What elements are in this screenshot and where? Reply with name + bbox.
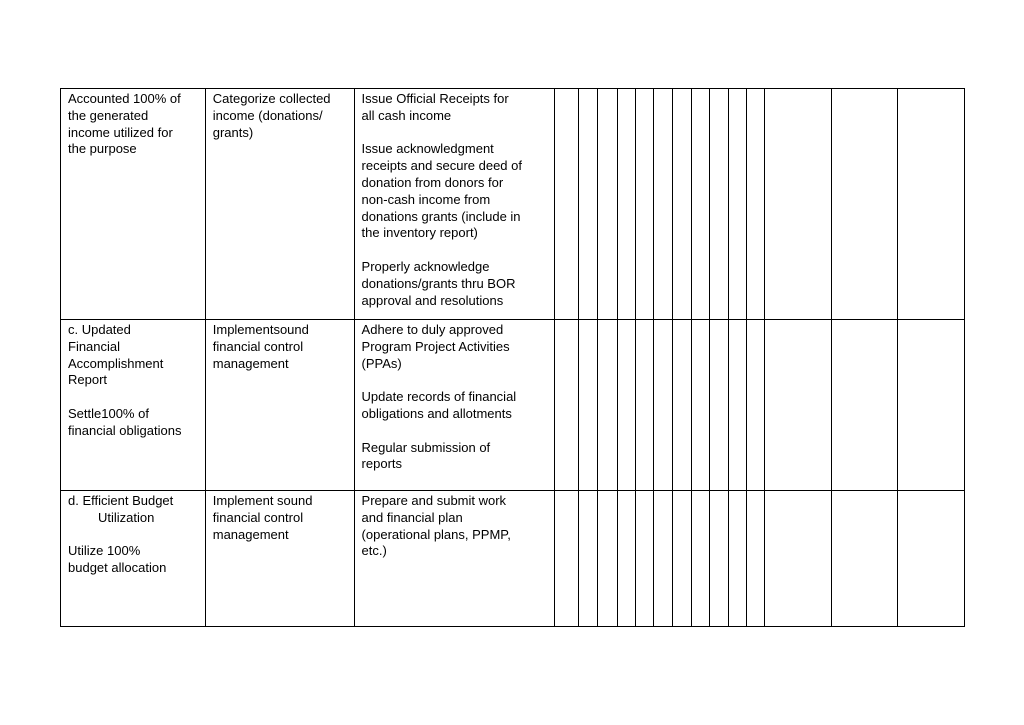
empty-cell (709, 89, 728, 320)
empty-cell (765, 320, 832, 491)
strategy-text: Categorize collected income (donations/ grants) (212, 91, 331, 140)
success-indicator-text: c. Updated Financial Accomplishment Report (68, 322, 164, 388)
empty-cell (654, 89, 673, 320)
empty-cell (765, 89, 832, 320)
empty-cell (579, 491, 598, 627)
empty-cell (832, 491, 898, 627)
empty-cell (598, 491, 617, 627)
activity-text: Adhere to duly approved Program Project Activities (PPAs) (361, 322, 510, 371)
empty-cell (635, 89, 653, 320)
activities-cell (354, 320, 554, 491)
empty-cell (598, 320, 617, 491)
success-indicator-text: Settle100% of financial obligations (68, 405, 182, 438)
success-indicator-cell (61, 320, 206, 491)
success-indicator-cell (61, 89, 206, 320)
activities-cell (354, 491, 554, 627)
empty-cell (691, 491, 709, 627)
empty-cell (554, 89, 578, 320)
empty-cell (673, 320, 691, 491)
empty-cell (747, 320, 765, 491)
success-indicator-text: Accounted 100% of the generated income utilized for the purpose (68, 91, 181, 157)
table-row (61, 491, 965, 627)
empty-cell (654, 491, 673, 627)
strategy-text: Implement sound financial control management (212, 493, 313, 542)
table-row (61, 320, 965, 491)
operational-plan-table (60, 88, 965, 627)
strategy-text: Implementsound financial control management (212, 322, 309, 371)
empty-cell (691, 320, 709, 491)
empty-cell (765, 491, 832, 627)
activity-text: Issue Official Receipts for all cash income (361, 91, 509, 123)
empty-cell (579, 320, 598, 491)
empty-cell (709, 320, 728, 491)
strategy-cell (205, 89, 354, 320)
empty-cell (554, 491, 578, 627)
success-indicator-text: d. Efficient Budget (68, 493, 174, 508)
empty-cell (898, 491, 965, 627)
activity-text: Regular submission of reports (361, 439, 491, 472)
empty-cell (898, 320, 965, 491)
activity-text: Update records of financial obligations and allotments (361, 389, 517, 421)
success-indicator-cell (61, 491, 206, 627)
empty-cell (554, 320, 578, 491)
empty-cell (747, 491, 765, 627)
success-indicator-text: Utilization (98, 509, 155, 525)
activities-cell (354, 89, 554, 320)
empty-cell (617, 491, 635, 627)
activity-text: Issue acknowledgment receipts and secure deed of donation from donors for non-cash income from donations grants (include in the inventory report) (361, 141, 522, 241)
empty-cell (747, 89, 765, 320)
empty-cell (673, 89, 691, 320)
empty-cell (635, 320, 653, 491)
strategy-cell (205, 491, 354, 627)
table-row (61, 89, 965, 320)
empty-cell (729, 89, 747, 320)
empty-cell (654, 320, 673, 491)
empty-cell (832, 89, 898, 320)
activity-text: Properly acknowledge donations/grants thru BOR approval and resolutions (361, 258, 516, 308)
empty-cell (635, 491, 653, 627)
empty-cell (729, 491, 747, 627)
activity-text: Prepare and submit work and financial plan (operational plans, PPMP, etc.) (361, 493, 511, 559)
success-indicator-text: Utilize 100% budget allocation (68, 543, 167, 576)
empty-cell (691, 89, 709, 320)
strategy-cell (205, 320, 354, 491)
empty-cell (579, 89, 598, 320)
empty-cell (598, 89, 617, 320)
empty-cell (898, 89, 965, 320)
empty-cell (709, 491, 728, 627)
empty-cell (729, 320, 747, 491)
empty-cell (673, 491, 691, 627)
empty-cell (832, 320, 898, 491)
empty-cell (617, 89, 635, 320)
empty-cell (617, 320, 635, 491)
